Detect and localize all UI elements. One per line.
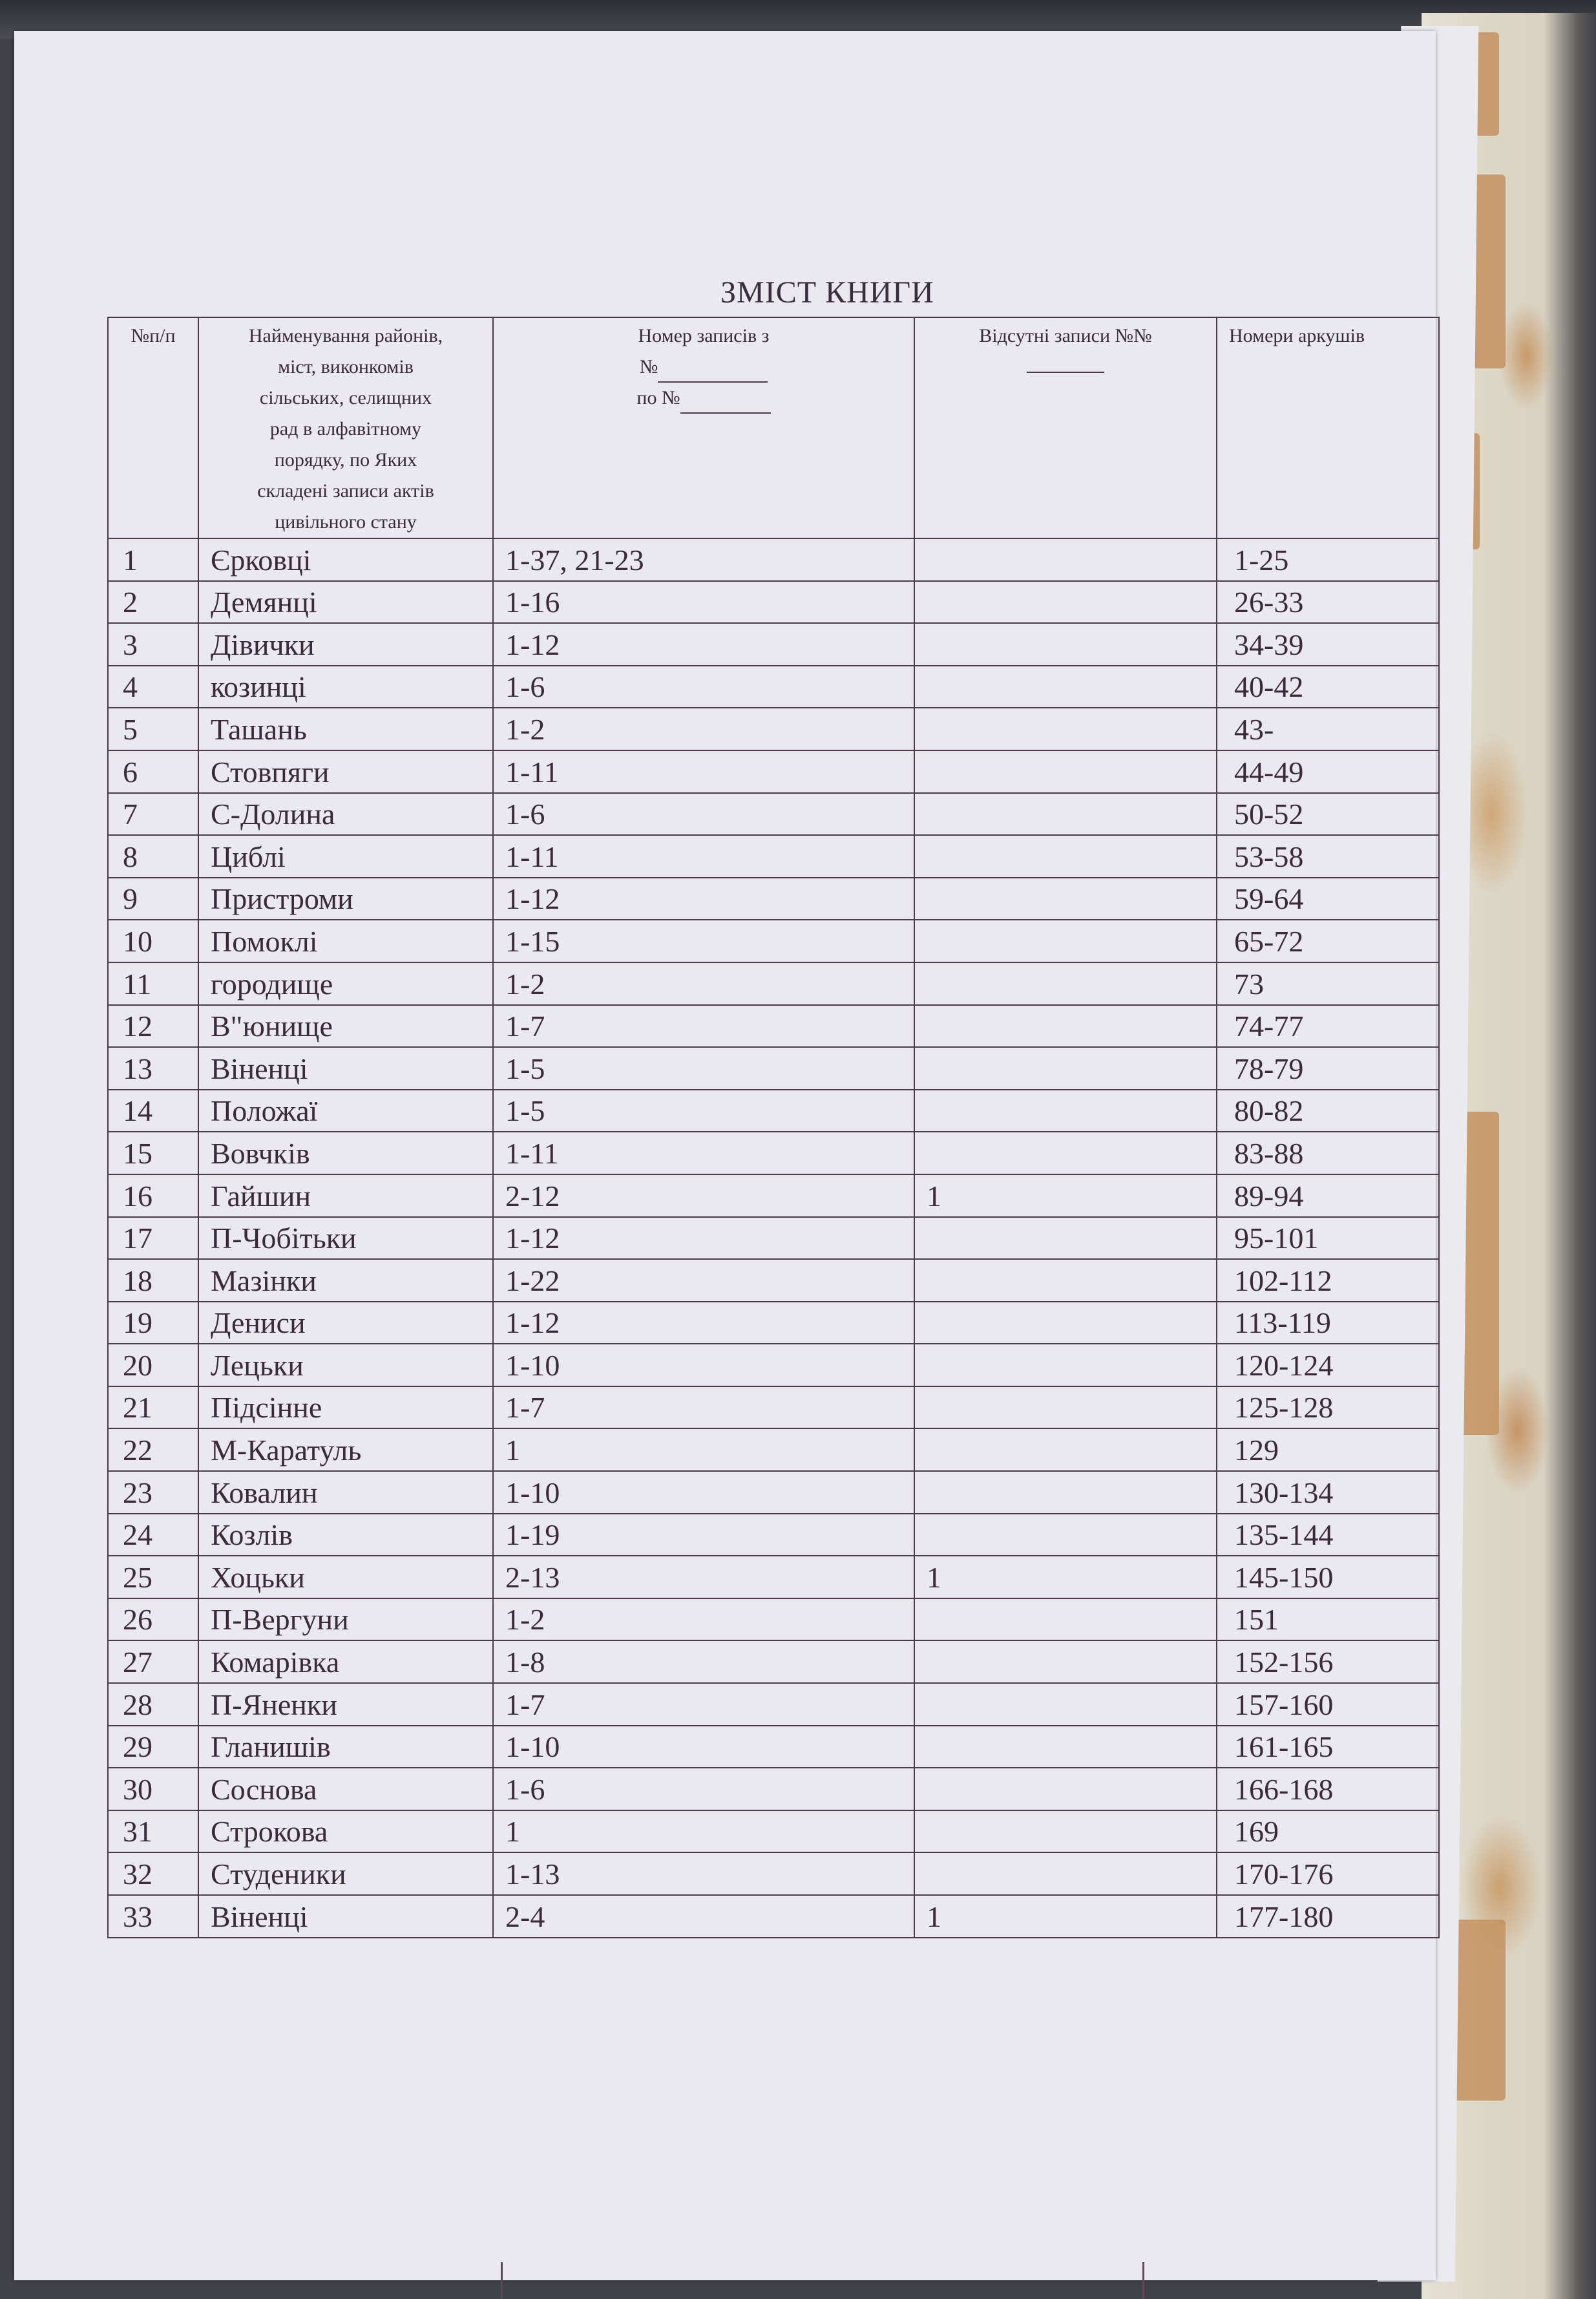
tape-piece xyxy=(1454,1920,1506,2101)
sheet-range: 1-25 xyxy=(1217,538,1439,581)
record-range: 1-12 xyxy=(493,623,914,666)
table-row xyxy=(108,1598,1439,1641)
record-range: 1-2 xyxy=(493,1598,914,1641)
header-name-line: міст, виконкомів xyxy=(278,356,414,377)
row-number: 19 xyxy=(108,1302,198,1344)
record-range: 1-2 xyxy=(493,708,914,750)
row-number: 2 xyxy=(108,581,198,624)
missing-records xyxy=(914,581,1217,624)
settlement-name: Ковалин xyxy=(198,1471,493,1514)
header-name-line: порядку, по Яких xyxy=(274,449,417,471)
settlement-name: Хоцьки xyxy=(198,1556,493,1598)
table-row xyxy=(108,1344,1439,1386)
row-number: 27 xyxy=(108,1640,198,1683)
settlement-name: Циблі xyxy=(198,835,493,878)
row-number: 13 xyxy=(108,1047,198,1090)
settlement-name: Дівички xyxy=(198,623,493,666)
settlement-name: Стовпяги xyxy=(198,750,493,793)
table-row xyxy=(108,1302,1439,1344)
sheet-range: 152-156 xyxy=(1217,1640,1439,1683)
record-range: 1-22 xyxy=(493,1259,914,1302)
settlement-name: Мазінки xyxy=(198,1259,493,1302)
row-number: 24 xyxy=(108,1514,198,1556)
settlement-name: Соснова xyxy=(198,1768,493,1810)
row-number: 16 xyxy=(108,1174,198,1217)
record-range: 1-37, 21-23 xyxy=(493,538,914,581)
header-missing-label: Відсутні записи №№ xyxy=(979,325,1152,346)
header-name-line: Найменування районів, xyxy=(248,325,443,346)
header-records-to xyxy=(494,383,914,414)
header-records-from-label: № xyxy=(639,356,658,377)
header-sheets: Номери аркушів xyxy=(1217,317,1439,538)
contents-table xyxy=(107,317,1440,1938)
header-name-line: цивільного стану xyxy=(275,511,417,533)
record-range: 1 xyxy=(493,1810,914,1853)
record-range: 1-11 xyxy=(493,1132,914,1174)
missing-records xyxy=(914,538,1217,581)
settlement-name: П-Чобітьки xyxy=(198,1217,493,1260)
settlement-name: козинці xyxy=(198,666,493,708)
missing-records xyxy=(914,920,1217,962)
table-row xyxy=(108,538,1439,581)
settlement-name: Підсінне xyxy=(198,1386,493,1429)
settlement-name: Пристроми xyxy=(198,878,493,920)
table-row xyxy=(108,1852,1439,1895)
sheet-range: 53-58 xyxy=(1217,835,1439,878)
sheet-range: 102-112 xyxy=(1217,1259,1439,1302)
sheet-range: 135-144 xyxy=(1217,1514,1439,1556)
row-number: 21 xyxy=(108,1386,198,1429)
row-number: 3 xyxy=(108,623,198,666)
blank-line xyxy=(1027,356,1104,373)
table-row xyxy=(108,666,1439,708)
sheet-range: 80-82 xyxy=(1217,1090,1439,1132)
row-number: 33 xyxy=(108,1895,198,1938)
header-name xyxy=(198,317,493,538)
missing-records xyxy=(914,1852,1217,1895)
table-row xyxy=(108,1005,1439,1048)
settlement-name: Помоклі xyxy=(198,920,493,962)
row-number: 5 xyxy=(108,708,198,750)
settlement-name: Лецьки xyxy=(198,1344,493,1386)
record-range: 1-19 xyxy=(493,1514,914,1556)
table-row xyxy=(108,920,1439,962)
sheet-range: 65-72 xyxy=(1217,920,1439,962)
table-row xyxy=(108,1386,1439,1429)
row-number: 28 xyxy=(108,1683,198,1726)
sheet-range: 44-49 xyxy=(1217,750,1439,793)
missing-records xyxy=(914,1810,1217,1853)
table-row xyxy=(108,750,1439,793)
settlement-name: Дениси xyxy=(198,1302,493,1344)
missing-records: 1 xyxy=(914,1895,1217,1938)
record-range: 1-13 xyxy=(493,1852,914,1895)
row-number: 22 xyxy=(108,1428,198,1471)
table-row xyxy=(108,1174,1439,1217)
table-row xyxy=(108,962,1439,1005)
sheet-range: 113-119 xyxy=(1217,1302,1439,1344)
missing-records xyxy=(914,1471,1217,1514)
row-number: 23 xyxy=(108,1471,198,1514)
header-records-line1: Номер записів з xyxy=(638,325,770,346)
missing-records xyxy=(914,793,1217,836)
missing-records xyxy=(914,1259,1217,1302)
row-number: 9 xyxy=(108,878,198,920)
table-row xyxy=(108,623,1439,666)
missing-records xyxy=(914,623,1217,666)
missing-records xyxy=(914,708,1217,750)
sheet-range: 177-180 xyxy=(1217,1895,1439,1938)
row-number: 18 xyxy=(108,1259,198,1302)
row-number: 31 xyxy=(108,1810,198,1853)
record-range: 2-12 xyxy=(493,1174,914,1217)
settlement-name: С-Долина xyxy=(198,793,493,836)
sheet-range: 50-52 xyxy=(1217,793,1439,836)
table-body xyxy=(108,538,1439,1938)
row-number: 12 xyxy=(108,1005,198,1048)
sheet-range: 161-165 xyxy=(1217,1726,1439,1768)
settlement-name: Студеники xyxy=(198,1852,493,1895)
settlement-name: Віненці xyxy=(198,1047,493,1090)
table-row xyxy=(108,1428,1439,1471)
record-range: 1-6 xyxy=(493,1768,914,1810)
table-row xyxy=(108,1810,1439,1853)
missing-records xyxy=(914,1217,1217,1260)
row-number: 20 xyxy=(108,1344,198,1386)
row-number: 29 xyxy=(108,1726,198,1768)
record-range: 1-12 xyxy=(493,1302,914,1344)
sheet-range: 40-42 xyxy=(1217,666,1439,708)
table-row xyxy=(108,1090,1439,1132)
sheet-range: 59-64 xyxy=(1217,878,1439,920)
record-range: 1-6 xyxy=(493,793,914,836)
record-range: 1-6 xyxy=(493,666,914,708)
row-number: 8 xyxy=(108,835,198,878)
row-number: 26 xyxy=(108,1598,198,1641)
header-records xyxy=(493,317,914,538)
settlement-name: Гланишів xyxy=(198,1726,493,1768)
sheet-range: 43- xyxy=(1217,708,1439,750)
table-row xyxy=(108,1471,1439,1514)
sheet-range: 74-77 xyxy=(1217,1005,1439,1048)
table-row xyxy=(108,1132,1439,1174)
missing-records xyxy=(914,1090,1217,1132)
missing-records xyxy=(914,1598,1217,1641)
record-range: 1-11 xyxy=(493,750,914,793)
record-range: 1-5 xyxy=(493,1090,914,1132)
record-range: 1-7 xyxy=(493,1683,914,1726)
sheet-range: 157-160 xyxy=(1217,1683,1439,1726)
record-range: 1-10 xyxy=(493,1726,914,1768)
table-row xyxy=(108,1895,1439,1938)
record-range: 1-8 xyxy=(493,1640,914,1683)
record-range: 1-10 xyxy=(493,1344,914,1386)
record-range: 1-12 xyxy=(493,878,914,920)
record-range: 1 xyxy=(493,1428,914,1471)
row-number: 4 xyxy=(108,666,198,708)
missing-records xyxy=(914,666,1217,708)
settlement-name: Козлів xyxy=(198,1514,493,1556)
sheet-range: 78-79 xyxy=(1217,1047,1439,1090)
table-row xyxy=(108,878,1439,920)
missing-records xyxy=(914,1683,1217,1726)
table-row xyxy=(108,1514,1439,1556)
missing-records xyxy=(914,1428,1217,1471)
missing-records xyxy=(914,1640,1217,1683)
sheet-range: 95-101 xyxy=(1217,1217,1439,1260)
header-missing xyxy=(914,317,1217,538)
page-crease xyxy=(501,2262,503,2299)
missing-records xyxy=(914,1726,1217,1768)
sheet-range: 125-128 xyxy=(1217,1386,1439,1429)
blank-line xyxy=(658,355,768,383)
missing-records xyxy=(914,1514,1217,1556)
missing-records xyxy=(914,962,1217,1005)
sheet-range: 145-150 xyxy=(1217,1556,1439,1598)
row-number: 30 xyxy=(108,1768,198,1810)
header-row xyxy=(108,317,1439,538)
sheet-range: 26-33 xyxy=(1217,581,1439,624)
missing-records xyxy=(914,878,1217,920)
row-number: 32 xyxy=(108,1852,198,1895)
missing-records xyxy=(914,1132,1217,1174)
missing-records xyxy=(914,1047,1217,1090)
missing-records: 1 xyxy=(914,1556,1217,1598)
settlement-name: Демянці xyxy=(198,581,493,624)
sheet-range: 120-124 xyxy=(1217,1344,1439,1386)
header-records-from xyxy=(494,352,914,383)
settlement-name: Віненці xyxy=(198,1895,493,1938)
missing-records xyxy=(914,1344,1217,1386)
table-row xyxy=(108,1047,1439,1090)
table-row xyxy=(108,1217,1439,1260)
row-number: 14 xyxy=(108,1090,198,1132)
table-row xyxy=(108,1726,1439,1768)
settlement-name: Строкова xyxy=(198,1810,493,1853)
table-row xyxy=(108,793,1439,836)
record-range: 1-7 xyxy=(493,1386,914,1429)
header-name-line: сільських, селищних xyxy=(259,387,432,408)
missing-records xyxy=(914,1005,1217,1048)
settlement-name: Єрковці xyxy=(198,538,493,581)
page-title: ЗМІСТ КНИГИ xyxy=(720,275,934,310)
missing-records xyxy=(914,1302,1217,1344)
settlement-name: Положаї xyxy=(198,1090,493,1132)
header-name-line: рад в алфавітному xyxy=(269,418,422,440)
missing-records xyxy=(914,750,1217,793)
record-range: 2-13 xyxy=(493,1556,914,1598)
table-row xyxy=(108,1640,1439,1683)
settlement-name: М-Каратуль xyxy=(198,1428,493,1471)
sheet-range: 151 xyxy=(1217,1598,1439,1641)
record-range: 1-12 xyxy=(493,1217,914,1260)
table-row xyxy=(108,1259,1439,1302)
sheet-range: 34-39 xyxy=(1217,623,1439,666)
row-number: 6 xyxy=(108,750,198,793)
record-range: 1-2 xyxy=(493,962,914,1005)
table-row xyxy=(108,708,1439,750)
missing-records xyxy=(914,1768,1217,1810)
record-range: 1-5 xyxy=(493,1047,914,1090)
missing-records xyxy=(914,1386,1217,1429)
record-range: 1-15 xyxy=(493,920,914,962)
row-number: 1 xyxy=(108,538,198,581)
sheet-range: 89-94 xyxy=(1217,1174,1439,1217)
settlement-name: Вовчків xyxy=(198,1132,493,1174)
settlement-name: Гайшин xyxy=(198,1174,493,1217)
table-row xyxy=(108,1556,1439,1598)
sheet-range: 73 xyxy=(1217,962,1439,1005)
row-number: 7 xyxy=(108,793,198,836)
settlement-name: городище xyxy=(198,962,493,1005)
row-number: 25 xyxy=(108,1556,198,1598)
table-row xyxy=(108,835,1439,878)
sheet-range: 83-88 xyxy=(1217,1132,1439,1174)
header-missing-blank xyxy=(915,352,1216,383)
table-row xyxy=(108,1683,1439,1726)
sheet-range: 169 xyxy=(1217,1810,1439,1853)
record-range: 1-7 xyxy=(493,1005,914,1048)
header-name-line: складені записи актів xyxy=(257,480,434,502)
missing-records: 1 xyxy=(914,1174,1217,1217)
table-row xyxy=(108,581,1439,624)
settlement-name: Комарівка xyxy=(198,1640,493,1683)
row-number: 11 xyxy=(108,962,198,1005)
row-number: 15 xyxy=(108,1132,198,1174)
sheet-range: 129 xyxy=(1217,1428,1439,1471)
blank-line xyxy=(680,387,771,414)
missing-records xyxy=(914,835,1217,878)
table-row xyxy=(108,1768,1439,1810)
settlement-name: П-Вергуни xyxy=(198,1598,493,1641)
sheet-range: 130-134 xyxy=(1217,1471,1439,1514)
sheet-range: 166-168 xyxy=(1217,1768,1439,1810)
settlement-name: В"юнище xyxy=(198,1005,493,1048)
settlement-name: Ташань xyxy=(198,708,493,750)
record-range: 1-10 xyxy=(493,1471,914,1514)
header-records-to-label: по № xyxy=(636,387,680,408)
row-number: 17 xyxy=(108,1217,198,1260)
row-number: 10 xyxy=(108,920,198,962)
sheet-range: 170-176 xyxy=(1217,1852,1439,1895)
record-range: 2-4 xyxy=(493,1895,914,1938)
record-range: 1-16 xyxy=(493,581,914,624)
record-range: 1-11 xyxy=(493,835,914,878)
settlement-name: П-Яненки xyxy=(198,1683,493,1726)
page-crease xyxy=(1142,2262,1144,2299)
header-number: №п/п xyxy=(108,317,198,538)
